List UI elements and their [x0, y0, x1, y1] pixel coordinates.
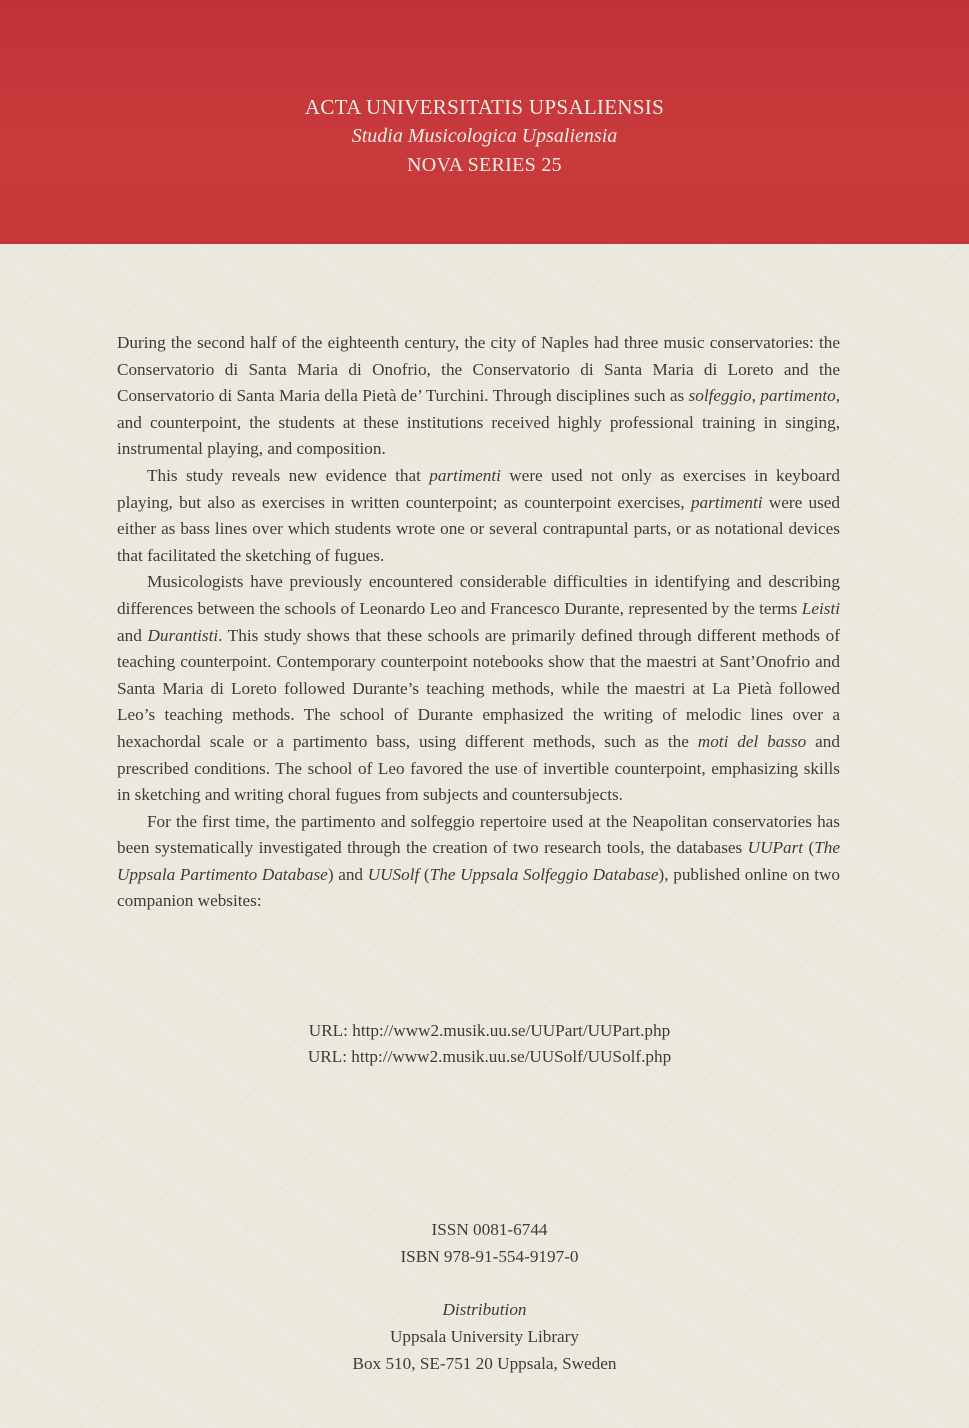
- abstract-paragraph-1: [117, 330, 840, 463]
- italic-term: partimento: [760, 386, 836, 406]
- abstract-paragraph-4: [117, 809, 840, 915]
- series-header-band: [0, 0, 969, 244]
- text-run: . This study shows that these schools are primarily defined through different methods of teaching counterpoint. Contemporary counterpoint notebooks show that the maestri at Sant’Onofrio and Santa Maria di Loreto followed Durante’s teaching methods, while the maestri at La Pietà followed Leo’s teaching methods. The school of Durante emphasized the writing of melodic lines over a hexachordal scale or a partimento bass, using different methods, such as the: [117, 625, 840, 751]
- series-title: ACTA UNIVERSITATIS UPSALIENSIS: [304, 95, 665, 119]
- text-run: For the first time, the partimento and solfeggio repertoire used at the Neapolitan conservatories has been systematically investigated through the creation of two research tools, the databases: [117, 811, 840, 858]
- italic-term: UUPart: [747, 838, 804, 858]
- text-run: ) and: [327, 864, 368, 884]
- text-run: During the second half of the eighteenth century, the city of Naples had three music conservatories: the Conservatorio di Santa Maria di Onofrio, the Conservatorio di Santa Maria di Loreto and the Conservatorio di Santa Maria della Pietà de’ Turchini. Through disciplines such as: [117, 333, 840, 406]
- italic-term: Leisti: [801, 598, 840, 618]
- abstract-text: [117, 330, 840, 915]
- text-run: ), published online on two companion websites:: [117, 864, 840, 911]
- issn: ISSN 0081-6744: [431, 1220, 548, 1239]
- url-uupart[interactable]: URL: http://www2.musik.uu.se/UUPart/UUPart.php: [308, 1021, 671, 1040]
- text-run: Musicologists have previously encountered considerable difficulties in identifying and describing differences between the schools of Leonardo Leo and Francesco Durante, represented by the terms: [117, 572, 840, 618]
- italic-term: UUSolf: [367, 864, 420, 884]
- text-run: (: [419, 864, 430, 884]
- abstract-paragraph-3: [117, 569, 840, 808]
- abstract-paragraph-2: [117, 463, 840, 569]
- italic-term: The Uppsala Partimento Database: [117, 838, 840, 884]
- distribution-line-2: Box 510, SE-751 20 Uppsala, Sweden: [352, 1354, 617, 1373]
- text-run: were used either as bass lines over which students wrote one or several contrapuntal parts, or as notational devices that facilitated the sketching of fugues.: [117, 492, 840, 565]
- publication-identifiers: [0, 1216, 969, 1270]
- text-run: ,: [751, 386, 761, 406]
- text-run: , and counterpoint, the students at these institutions received highly professional training in singing, instrumental playing, and composition.: [117, 386, 840, 459]
- text-run: (: [803, 838, 815, 858]
- italic-term: partimenti: [429, 465, 501, 485]
- url-uusolf[interactable]: URL: http://www2.musik.uu.se/UUSolf/UUSolf.php: [307, 1047, 672, 1066]
- italic-term: The Uppsala Solfeggio Database: [429, 864, 659, 884]
- distribution-label: Distribution: [442, 1300, 527, 1319]
- italic-term: partimenti: [690, 492, 763, 512]
- text-run: This study reveals new evidence that: [147, 465, 430, 485]
- text-run: and prescribed conditions. The school of Leo favored the use of invertible counterpoint, emphasizing skills in sketching and writing choral fugues from subjects and countersubjects.: [117, 731, 840, 805]
- italic-term: solfeggio: [688, 386, 752, 406]
- isbn: ISBN 978-91-554-9197-0: [400, 1247, 579, 1266]
- distribution-block: [0, 1296, 969, 1377]
- series-subtitle: Studia Musicologica Upsaliensia: [351, 125, 618, 147]
- text-run: were used not only as exercises in keyboard playing, but also as exercises in written counterpoint; as counterpoint exercises,: [117, 465, 840, 512]
- italic-term: Durantisti: [147, 625, 219, 645]
- text-run: and: [117, 625, 148, 645]
- italic-term: moti del basso: [697, 731, 807, 751]
- distribution-line-1: Uppsala University Library: [389, 1327, 579, 1346]
- companion-website-urls: [0, 1018, 969, 1070]
- series-number: NOVA SERIES 25: [407, 154, 562, 176]
